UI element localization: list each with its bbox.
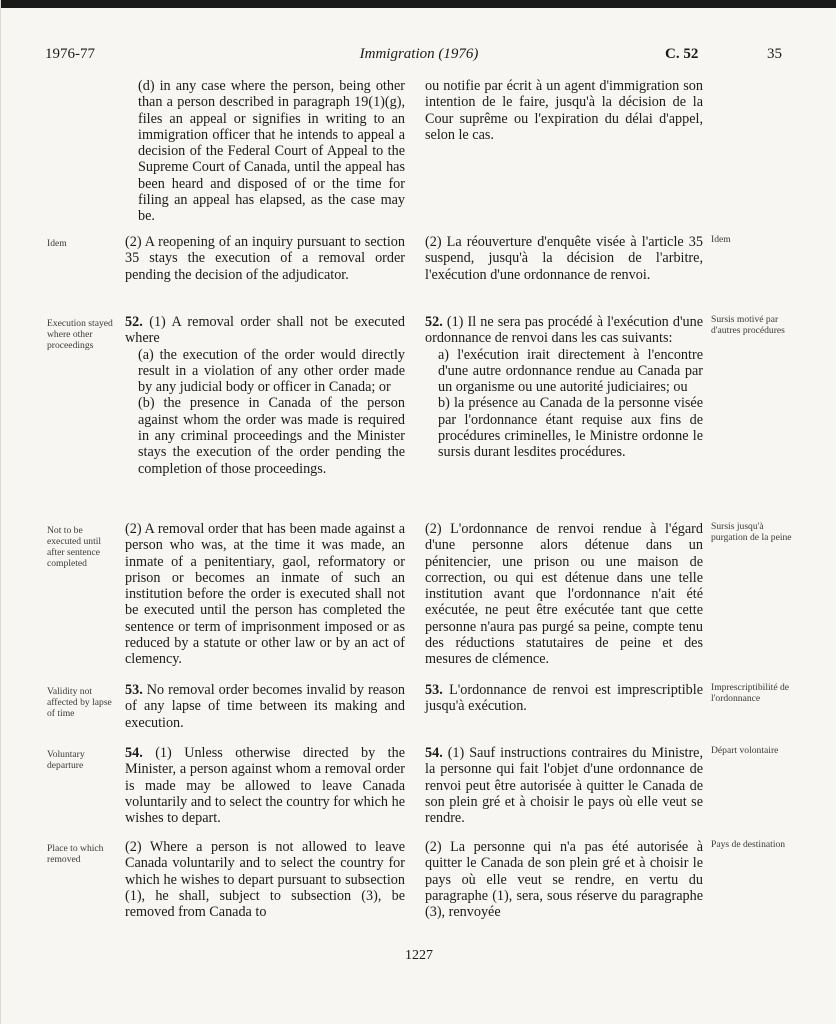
french-text: (2) La personne qui n'a pas été autorisée à quitter le Canada de son plein gré et à choisir le pays où elle veut se rendre, en vertu du paragraphe (1), sera, sous réserve du paragraphe (3), renvoyée <box>425 839 703 921</box>
margin-note-en: Place to which removed <box>47 843 104 865</box>
margin-note-en: Idem <box>47 238 67 249</box>
margin-note-fr: Idem <box>711 234 731 245</box>
paragraph-d: (d) in any case where the person, being other than a person described in paragraph 19(1)(g), files an appeal or signifies in writing to an immigration officer that he intends to appeal a decision of the Federal Court of Appeal to the Supreme Court of Canada, until the appeal has been heard and disposed of or the time for filing an appeal has elapsed, as the case may be. <box>138 78 405 225</box>
margin-note-fr: Départ volontaire <box>711 745 779 756</box>
section-text: L'ordonnance de renvoi est imprescriptible jusqu'à exécution. <box>425 682 704 715</box>
header-year: 1976-77 <box>45 46 95 62</box>
french-text: (2) L'ordonnance de renvoi rendue à l'égard d'une personne alors détenue dans un pénitencier, une prison ou une maison de correction, ou qui est détenue dans une telle institution avant que l'ordonnance n'ait été exécutée, ne peut être exécutée tant que cette personne n'aura pas purgé sa peine, compte tenu des réductions statutaires de peine et des mesures de clémence. <box>425 521 703 668</box>
margin-note-fr: Imprescriptibilité de l'ordonnance <box>711 682 790 704</box>
english-text: (2) Where a person is not allowed to leave Canada voluntarily and to select the country for which he wishes to depart pursuant to subsection (1), he shall, subject to subsection (3), be removed from Canada to <box>125 839 405 921</box>
english-text <box>125 314 405 477</box>
header-chapter: C. 52 <box>665 46 699 62</box>
section-text: (1) A removal order shall not be executed where <box>125 314 406 347</box>
margin-note-fr: Sursis jusqu'à purgation de la peine <box>711 521 792 543</box>
paragraph-a: (a) the execution of the order would directly result in a violation of any other order made by any judicial body or officer in Canada; or <box>138 346 405 396</box>
paragraph-d-fr: ou notifie par écrit à un agent d'immigration son intention de le faire, jusqu'à la décision de la Cour suprême ou l'expiration du délai d'appel, selon le cas. <box>425 78 703 143</box>
english-text <box>125 682 405 731</box>
margin-note-en: Not to be executed until after sentence completed <box>47 525 102 569</box>
french-text <box>425 78 703 143</box>
section-text: No removal order becomes invalid by reason of any lapse of time between its making and execution. <box>125 682 406 731</box>
section-number: 53. <box>425 682 443 698</box>
section-number: 53. <box>125 682 143 698</box>
french-text <box>425 314 703 461</box>
margin-note-fr: Sursis motivé par d'autres procédures <box>711 314 785 336</box>
section-number: 52. <box>425 314 443 330</box>
margin-note-fr: Pays de destination <box>711 839 786 850</box>
french-text: (2) La réouverture d'enquête visée à l'article 35 suspend, jusqu'à la décision de l'arbitre, l'exécution d'une ordonnance de renvoi. <box>425 234 703 283</box>
section-number: 54. <box>425 745 443 761</box>
section-number: 54. <box>125 745 143 761</box>
scan-top-edge <box>1 0 836 8</box>
running-header <box>1 46 836 68</box>
paragraph-b-fr: b) la présence au Canada de la personne visée par l'ordonnance étant requise aux fins de procédures criminelles, le Ministre ordonne le sursis durant lesdites procédures. <box>438 395 703 461</box>
english-text <box>125 745 405 826</box>
section-text: (1) Unless otherwise directed by the Minister, a person against whom a removal order is made may be allowed to leave Canada voluntarily and to select the country for which he wishes to depart. <box>125 745 406 827</box>
paragraph-b: (b) the presence in Canada of the person against whom the order was made is required in any criminal proceedings and the Minister stays the execution of the order pending the completion of those proceedings. <box>138 395 405 477</box>
english-text: (2) A removal order that has been made against a person who was, at the time it was made, an inmate of a penitentiary, gaol, reformatory or prison or becomes an inmate of such an institution before the order is executed shall not be executed until the person has completed the sentence or term of imprisonment imposed or as reduced by a statute or other law or by an act of clemency. <box>125 521 405 668</box>
french-text <box>425 682 703 715</box>
header-title: Immigration (1976) <box>359 46 479 62</box>
section-text: (1) Il ne sera pas procédé à l'exécution d'une ordonnance de renvoi dans les cas suivants: <box>425 314 703 347</box>
english-text <box>125 78 405 225</box>
paragraph-a-fr: a) l'exécution irait directement à l'encontre d'une autre ordonnance rendue au Canada par un organisme ou une autorité judiciaires; ou <box>438 346 703 396</box>
french-text <box>425 745 703 826</box>
margin-note-en: Voluntary departure <box>47 749 85 771</box>
margin-note-en: Execution stayed where other proceedings <box>47 318 113 351</box>
section-text: (1) Sauf instructions contraires du Ministre, la personne qui fait l'objet d'une ordonnance de renvoi peut être autorisée à quitter le Canada de son plein gré et à choisir le pays où elle veut se rendre. <box>425 745 704 827</box>
english-text: (2) A reopening of an inquiry pursuant to section 35 stays the execution of a removal order pending the decision of the adjudicator. <box>125 234 405 283</box>
header-page-number: 35 <box>767 46 782 62</box>
footer-page-number: 1227 <box>405 948 433 963</box>
margin-note-en: Validity not affected by lapse of time <box>47 686 112 719</box>
section-number: 52. <box>125 314 143 330</box>
